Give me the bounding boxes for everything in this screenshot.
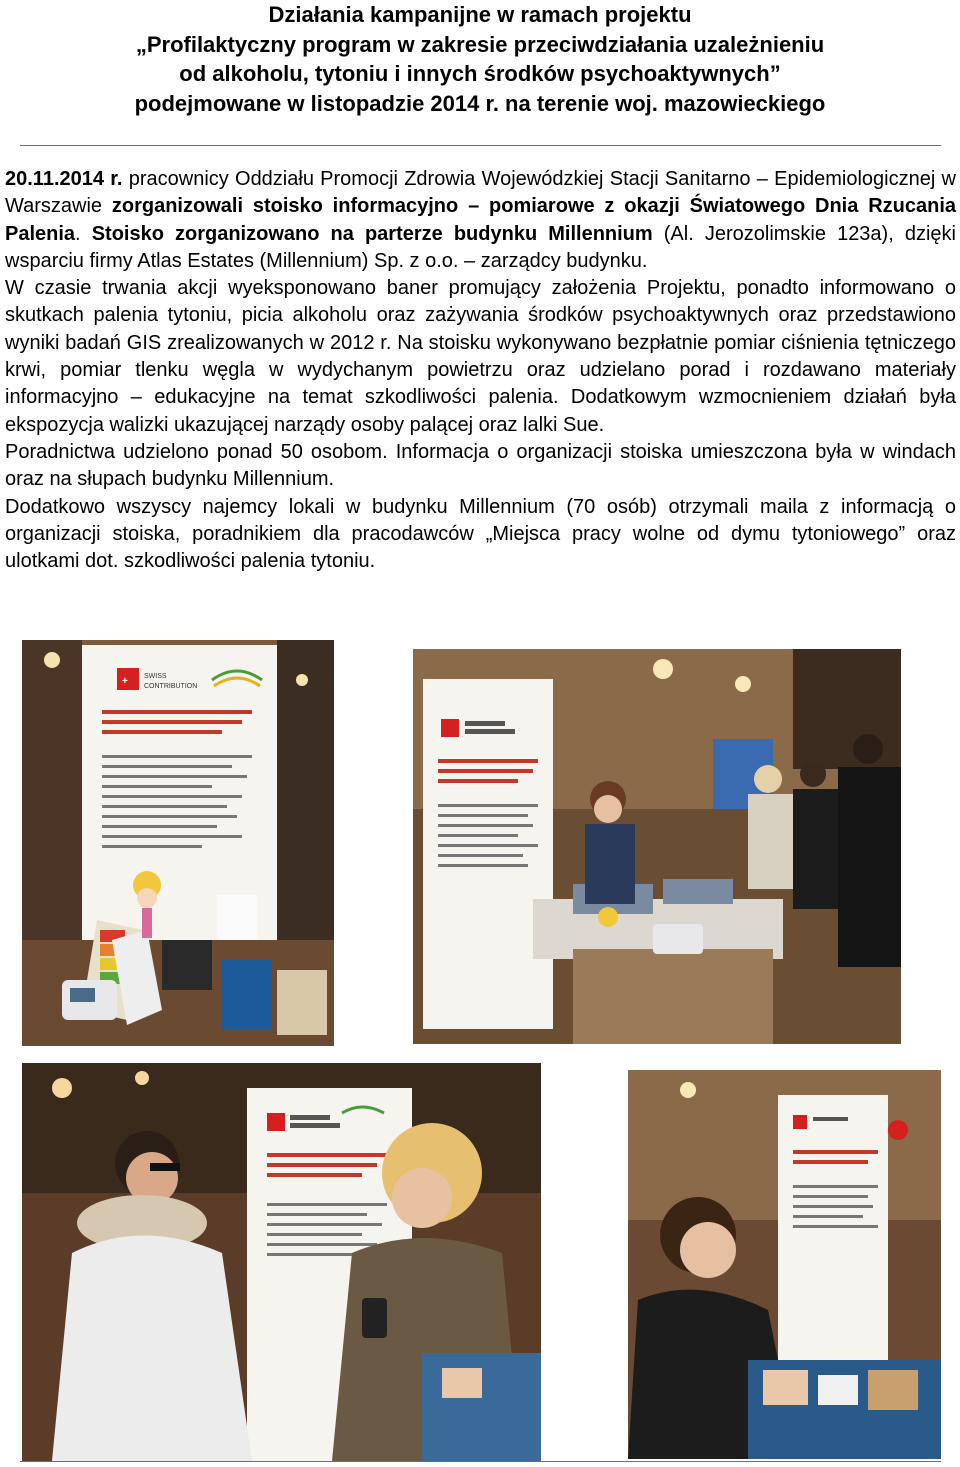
paragraph-activities: W czasie trwania akcji wyeksponowano baner promujący założenia Projektu, ponadto informowano o skutkach palenia tytoniu, picia alkoholu oraz zażywania środków psychoaktywnych oraz przedstawiono wyniki badań GIS zrealizowanych w 2012 r. Na stoisku wykonywano bezpłatnie pomiar ciśnienia tętniczego krwi, pomiar tlenku węgla w wydychanym powietrzu oraz udzielano porad i rozdawano materiały informacyjno – edukacyjne na temat szkodliwości palenia. Dodatkowym wzmocnieniem działań była ekspozycja walizki ukazującej narządy osoby palącej oraz lalki Sue. [5, 277, 956, 436]
title-line-1: Działania kampanijne w ramach projektu [268, 2, 692, 27]
title-line-4: podejmowane w listopadzie 2014 r. na terenie woj. mazowieckiego [134, 90, 826, 116]
bottom-divider [20, 1461, 941, 1462]
title-line-3: od alkoholu, tytoniu i innych środków psychoaktywnych” [179, 61, 781, 86]
banner-brand-1: SWISS [144, 673, 167, 680]
event-date: 20.11.2014 r. [5, 168, 123, 190]
p1-text-2: . [75, 222, 92, 245]
banner-brand-2: CONTRIBUTION [144, 683, 198, 690]
document-title [0, 0, 960, 118]
paragraph-consultations: Poradnictwa udzielono ponad 50 osobom. Informacja o organizacji stoiska umieszczona była w windach oraz na słupach budynku Millennium. [5, 440, 956, 491]
photo-banner-table [22, 640, 334, 1046]
photo-visitors-suitcase [22, 1063, 541, 1461]
title-line-2: „Profilaktyczny program w zakresie przeciwdziałania uzależnieniu [135, 31, 825, 57]
photo-organ-suitcase [628, 1070, 941, 1459]
p1-text-1: pracownicy Oddziału Promocji Zdrowia Wojewódzkiej Stacji Sanitarno – Epidemiologicznej w Warszawie [5, 168, 956, 218]
paragraph-event [5, 166, 956, 275]
photo-stand-visitors [413, 649, 901, 1044]
report-body [5, 166, 956, 575]
svg-text:+: + [122, 676, 128, 687]
p1-bold-2: Stoisko zorganizowano na parterze budynku Millennium [91, 222, 653, 245]
top-divider [20, 145, 941, 146]
p1-text-3: (Al. Jerozolimskie 123a), dzięki wsparciu firmy Atlas Estates (Millennium) Sp. z o.o. – zarządcy budynku. [5, 222, 956, 272]
p1-bold-1: zorganizowali stoisko informacyjno – pomiarowe z okazji Światowego Dnia Rzucania Palenia [5, 195, 956, 245]
paragraph-tenants: Dodatkowo wszyscy najemcy lokali w budynku Millennium (70 osób) otrzymali maila z informacją o organizacji stoiska, poradnikiem dla pracodawców „Miejsca pracy wolne od dymu tytoniowego” oraz ulotkami dot. szkodliwości palenia tytoniu. [5, 495, 956, 573]
